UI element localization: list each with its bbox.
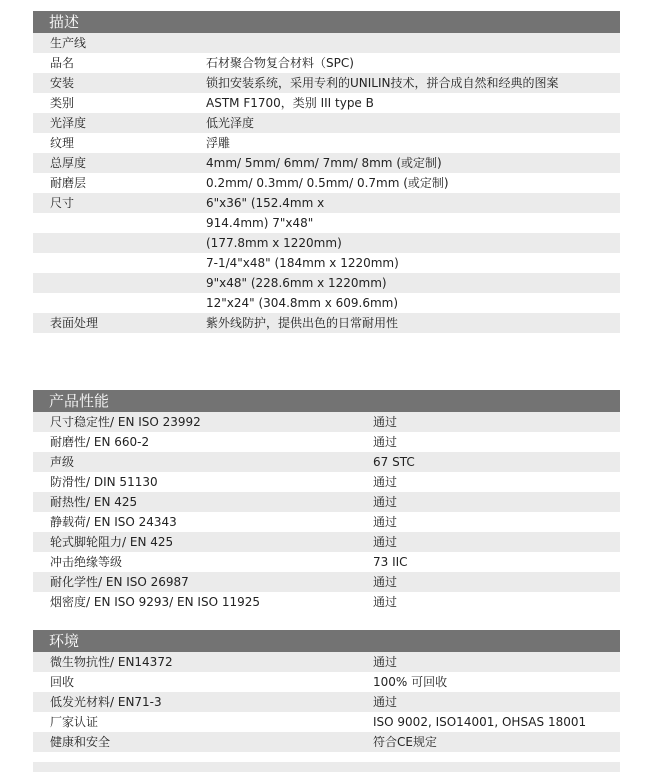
- table-row: 烟密度/ EN ISO 9293/ EN ISO 11925 通过: [50, 595, 398, 609]
- environment-header: 环境: [33, 630, 620, 652]
- environment-section: [33, 630, 620, 772]
- table-row: 安装 锁扣安装系统，采用专利的UNILIN技术，拼合成自然和经典的图案: [33, 73, 620, 93]
- description-table: [33, 33, 620, 333]
- table-row: 微生物抗性/ EN14372 通过: [33, 652, 620, 672]
- performance-header: 产品性能: [33, 390, 620, 412]
- table-row: 声级 67 STC: [33, 452, 620, 472]
- table-row: 纹理 浮雕: [50, 136, 231, 150]
- table-row: 尺寸 6"x36" (152.4mm x: [33, 193, 620, 213]
- table-row: 品名 石材聚合物复合材料（SPC): [50, 56, 354, 70]
- table-row: 表面处理 紫外线防护，提供出色的日常耐用性: [33, 313, 620, 333]
- table-row: 914.4mm) 7"x48": [206, 216, 314, 230]
- table-row: 防滑性/ DIN 51130 通过: [50, 475, 398, 489]
- table-footer-band: [33, 762, 620, 772]
- table-row: 回收 100% 可回收: [50, 675, 448, 689]
- table-footer-band: [33, 752, 620, 762]
- table-row: 耐磨层 0.2mm/ 0.3mm/ 0.5mm/ 0.7mm (或定制): [50, 176, 449, 190]
- table-row: 冲击绝缘等级 73 IIC: [50, 555, 408, 569]
- table-row: 轮式脚轮阻力/ EN 425 通过: [33, 532, 620, 552]
- table-row: 厂家认证 ISO 9002, ISO14001, OHSAS 18001: [50, 715, 587, 729]
- table-row: 低发光材料/ EN71-3 通过: [33, 692, 620, 712]
- table-row: 类别 ASTM F1700，类别 III type B: [50, 96, 374, 110]
- description-header: 描述: [33, 11, 620, 33]
- table-row: 7-1/4"x48" (184mm x 1220mm): [206, 256, 399, 270]
- description-section: [33, 11, 620, 333]
- performance-section: [33, 390, 620, 612]
- table-row: 健康和安全 符合CE规定: [33, 732, 620, 752]
- table-row: 耐热性/ EN 425 通过: [33, 492, 620, 512]
- environment-table: [33, 652, 620, 772]
- table-row: 尺寸稳定性/ EN ISO 23992 通过: [33, 412, 620, 432]
- table-row: 12"x24" (304.8mm x 609.6mm): [206, 296, 399, 310]
- table-row: 总厚度 4mm/ 5mm/ 6mm/ 7mm/ 8mm (或定制): [33, 153, 620, 173]
- table-row: 耐化学性/ EN ISO 26987 通过: [33, 572, 620, 592]
- table-row: 生产线: [33, 33, 620, 53]
- table-row: 9"x48" (228.6mm x 1220mm): [33, 273, 620, 293]
- table-row: 耐磨性/ EN 660-2 通过: [50, 435, 398, 449]
- table-row: (177.8mm x 1220mm): [33, 233, 620, 253]
- table-row: 静载荷/ EN ISO 24343 通过: [50, 515, 398, 529]
- table-row: 光泽度 低光泽度: [33, 113, 620, 133]
- performance-table: [33, 412, 620, 612]
